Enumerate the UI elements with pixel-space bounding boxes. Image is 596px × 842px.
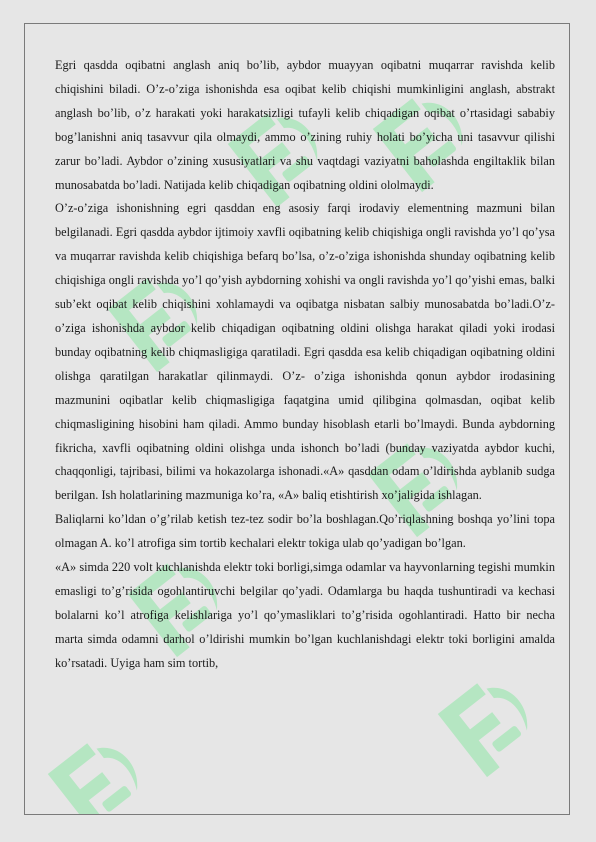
paragraph: Egri qasdda oqibatni anglash aniq bo’lib, aybdor muayyan oqibatni muqarrar ravishda kelib chiqishini biladi. O’z-o’ziga ishonishda esa oqibat kelib chiqishi mumkinligini anglash, abstrakt anglash bo’lib, o’z harakati yoki harakatsizligi tufayli kelib chiqadigan oqibat o’rtasidagi sababiy bog’lanishni aniq tasavvur qila olmaydi, ammo o’zining ruhiy holati bo’yicha uni tasavvur qilishi zarur bo’ladi. Aybdor o’zining xususiyatlari va shu vaqtdagi vaziyatni baholashda engiltaklik bilan munosabatda bo’ladi. Natijada kelib chiqadigan oqibatning oldini ololmaydi. xyxy=(55,58,555,192)
paragraph: «A» simda 220 volt kuchlanishda elektr toki borligi,simga odamlar va hayvonlarning tegishi mumkin emasligi to’g’risida ogohlantiruvchi belgilar qo’yadi. Odamlarga bu haqda tushuntiradi va kechasi bolalarni ko’l atrofiga kelishlariga yo’l qo’ymasliklari to’g’risida ogohlantiradi. Hatto bir necha marta simda odamni darhol o’ldirishi mumkin bo’lgan kuchlanishdagi elektr toki borligini amalda ko’rsatadi. Uyiga ham sim tortib, xyxy=(55,560,555,670)
leaf-logo-icon xyxy=(45,724,155,815)
body-text xyxy=(55,54,555,676)
paragraph: O’z-o’ziga ishonishning egri qasddan eng asosiy farqi irodaviy elementning mazmuni bilan belgilanadi. Egri qasdda aybdor ijtimoiy xavfli oqibatning kelib chiqishiga ongli ravishda yo’l qo’ysa va muqarrar ravishda kelib chiqishiga befarq bo’lsa, o’z-o’ziga ishonishda shunday oqibatning kelib chiqishiga ongli ravishda yo’l qo’yish aybdorning xohishi va ongli ravishda yo’l qo’yishi emas, balki sub’ekt oqibat kelib chiqishini xohlamaydi va oqibatga nisbatan salbiy munosabatda bo’ladi.O’z-o’ziga ishonishda aybdor kelib chiqadigan oqibatning oldini olishga harakat qiladi yoki irodasi bunday oqibatning kelib chiqmasligiga qaratiladi. Egri qasdda esa kelib chiqadigan oqibatning oldini olishga qaratilgan harakatlar qilinmaydi. O’z- o’ziga ishonishda qonun aybdor irodasining mazmunini oqibatlar kelib chiqmasligiga faqatgina umid qilibgina qolmasdan, oqibat kelib chiqmasligining hisobini ham qiladi. Ammo bunday hisoblash etarli bo’lmaydi. Bunda aybdorning fikricha, xavfli oqibatning oldini olishga unda ishonch bo’ladi (bunday vaziyatda aybdor kuchi, chaqqonligi, tajribasi, bilimi va hokazolarga ishonadi.«A» qasddan odam o’ldirishda ayblanib sudga berilgan. Ish holatlarining mazmuniga ko’ra, «A» baliq etishtirish xo’jaligida ishlagan. xyxy=(55,201,555,503)
leaf-logo-icon xyxy=(435,664,545,784)
page-frame xyxy=(24,23,570,815)
paragraph: Baliqlarni ko’ldan o’g’rilab ketish tez-tez sodir bo’la boshlagan.Qo’riqlashning boshqa yo’lini topa olmagan A. ko’l atrofiga sim tortib kechalari elektr tokiga ulab qo’yadigan bo’lgan. xyxy=(55,512,555,551)
